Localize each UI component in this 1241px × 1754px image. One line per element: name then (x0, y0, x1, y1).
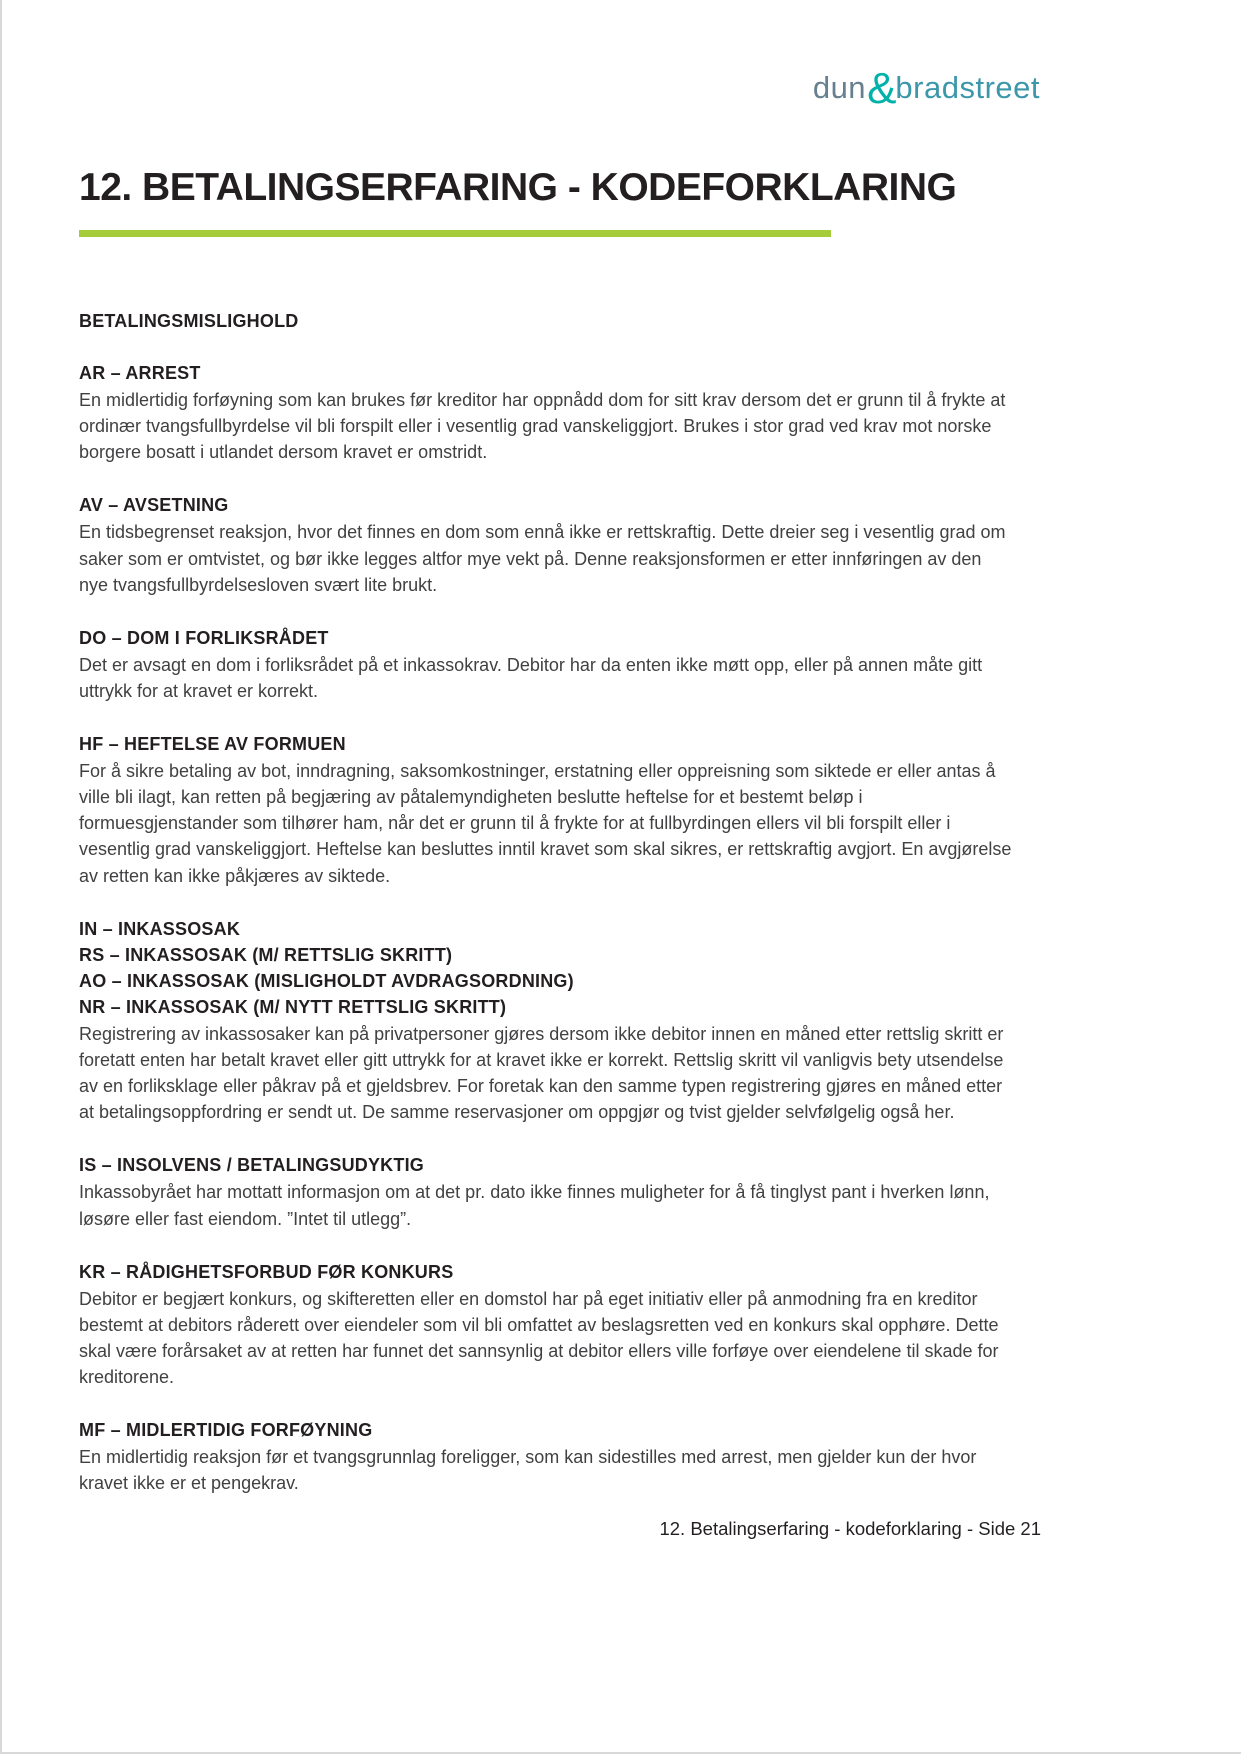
entry-body: Registrering av inkassosaker kan på privatpersoner gjøres dersom ikke debitor innen en måned etter rettslig skritt er foretatt enten har betalt kravet eller gitt uttrykk for at kravet ikke er korrekt. Rettslig skritt vil vanligvis bety utsendelse av en forliksklage eller påkrav på et gjeldsbrev. For foretak kan den samme typen registrering gjøres en måned etter at betalingsoppfordring er sendt ut. De samme reservasjoner om oppgjør og tvist gjelder selvfølgelig også her. (79, 1023, 1004, 1123)
entry-body: Det er avsagt en dom i forliksrådet på et inkassokrav. Debitor har da enten ikke møtt opp, eller på annen måte gitt uttrykk for at kravet er korrekt. (79, 654, 983, 701)
entry-heading: RS – INKASSOSAK (M/ RETTSLIG SKRITT) (79, 944, 453, 965)
entry-heading: AR – ARREST (79, 363, 201, 383)
entry-body: En midlertidig reaksjon før et tvangsgrunnlag foreligger, som kan sidestilles med arrest, men gjelder kun der hvor kravet ikke er et pengekrav. (79, 1447, 977, 1494)
page-footer: 12. Betalingserfaring - kodeforklaring - Side 21 (659, 1518, 1041, 1539)
page-content (2, 0, 1241, 1496)
logo-ampersand-icon: & (867, 64, 897, 113)
entry-heading: DO – DOM I FORLIKSRÅDET (79, 627, 329, 648)
code-entry (79, 1417, 1013, 1496)
section-header-betalingsmislighold: BETALINGSMISLIGHOLD (79, 311, 299, 331)
entry-heading: NR – INKASSOSAK (M/ NYTT RETTSLIG SKRITT) (79, 996, 507, 1017)
code-entry (79, 492, 1013, 597)
entry-body: For å sikre betaling av bot, inndragning, saksomkostninger, erstatning eller oppreisning som siktede er eller antas å ville bli ilagt, kan retten på begjæring av påtalemyndigheten beslutte heftelse for et bestemt beløp i formuesgjenstander som tilhører ham, når det er grunn til å frykte for at fullbyrdingen ellers vil bli forspilt eller i vesentlig grad vanskeliggjort. Heftelse kan besluttes inntil kravet som skal sikres, er rettskraftig avgjort. En avgjørelse av retten kan ikke påkjæres av siktede. (79, 761, 1012, 886)
entry-heading: HF – HEFTELSE AV FORMUEN (79, 734, 346, 755)
entry-heading: AO – INKASSOSAK (MISLIGHOLDT AVDRAGSORDNING) (79, 970, 574, 991)
code-entry (79, 1152, 1013, 1231)
title-accent-rule (79, 230, 831, 237)
entry-body: Inkassobyrået har mottatt informasjon om at det pr. dato ikke finnes muligheter for å få tinglyst pant i hverken lønn, løsøre eller fast eiendom. ”Intet til utlegg”. (79, 1182, 990, 1229)
entry-heading: MF – MIDLERTIDIG FORFØYNING (79, 1420, 373, 1441)
entry-body: En midlertidig forføyning som kan brukes før kreditor har oppnådd dom for sitt krav dersom det er grunn til å frykte at ordinær tvangsfullbyrdelse vil bli forspilt eller i vesentlig grad vanskeliggjort. Brukes i stor grad ved krav mot norske borgere bosatt i utlandet dersom kravet er omstridt. (79, 390, 1006, 463)
entry-body: En tidsbegrenset reaksjon, hvor det finnes en dom som ennå ikke er rettskraftig. Dette dreier seg i vesentlig grad om saker som er omtvistet, og bør ikke legges altfor mye vekt på. Denne reaksjonsformen er etter innføringen av den nye tvangsfullbyrdelsesloven svært lite brukt. (79, 522, 1006, 595)
code-entry (79, 916, 1013, 1126)
dun-bradstreet-logo (79, 62, 1040, 113)
code-entries-list (79, 360, 1013, 1496)
code-entry (79, 1259, 1013, 1390)
entry-heading: AV – AVSETNING (79, 495, 229, 516)
page-title: 12. BETALINGSERFARING - KODEFORKLARING (79, 166, 957, 209)
logo-text-dun: dun (812, 70, 867, 105)
entry-heading: KR – RÅDIGHETSFORBUD FØR KONKURS (79, 1261, 454, 1282)
code-entry (79, 360, 1013, 465)
entry-body: Debitor er begjært konkurs, og skifteretten eller en domstol har på eget initiativ eller på anmodning fra en kreditor bestemt at debitors råderett over eiendeler som vil bli omfattet av beslagsretten ved en konkurs skal opphøre. Dette skal være forårsaket av at retten har funnet det sannsynlig at debitor ellers ville forføye over eiendelene til skade for kreditorene. (79, 1288, 999, 1387)
entry-heading: IS – INSOLVENS / BETALINGSUDYKTIG (79, 1155, 424, 1176)
code-entry (79, 625, 1013, 704)
logo-text-bradstreet: bradstreet (895, 70, 1040, 105)
entry-heading: IN – INKASSOSAK (79, 918, 241, 939)
code-entry (79, 731, 1013, 889)
